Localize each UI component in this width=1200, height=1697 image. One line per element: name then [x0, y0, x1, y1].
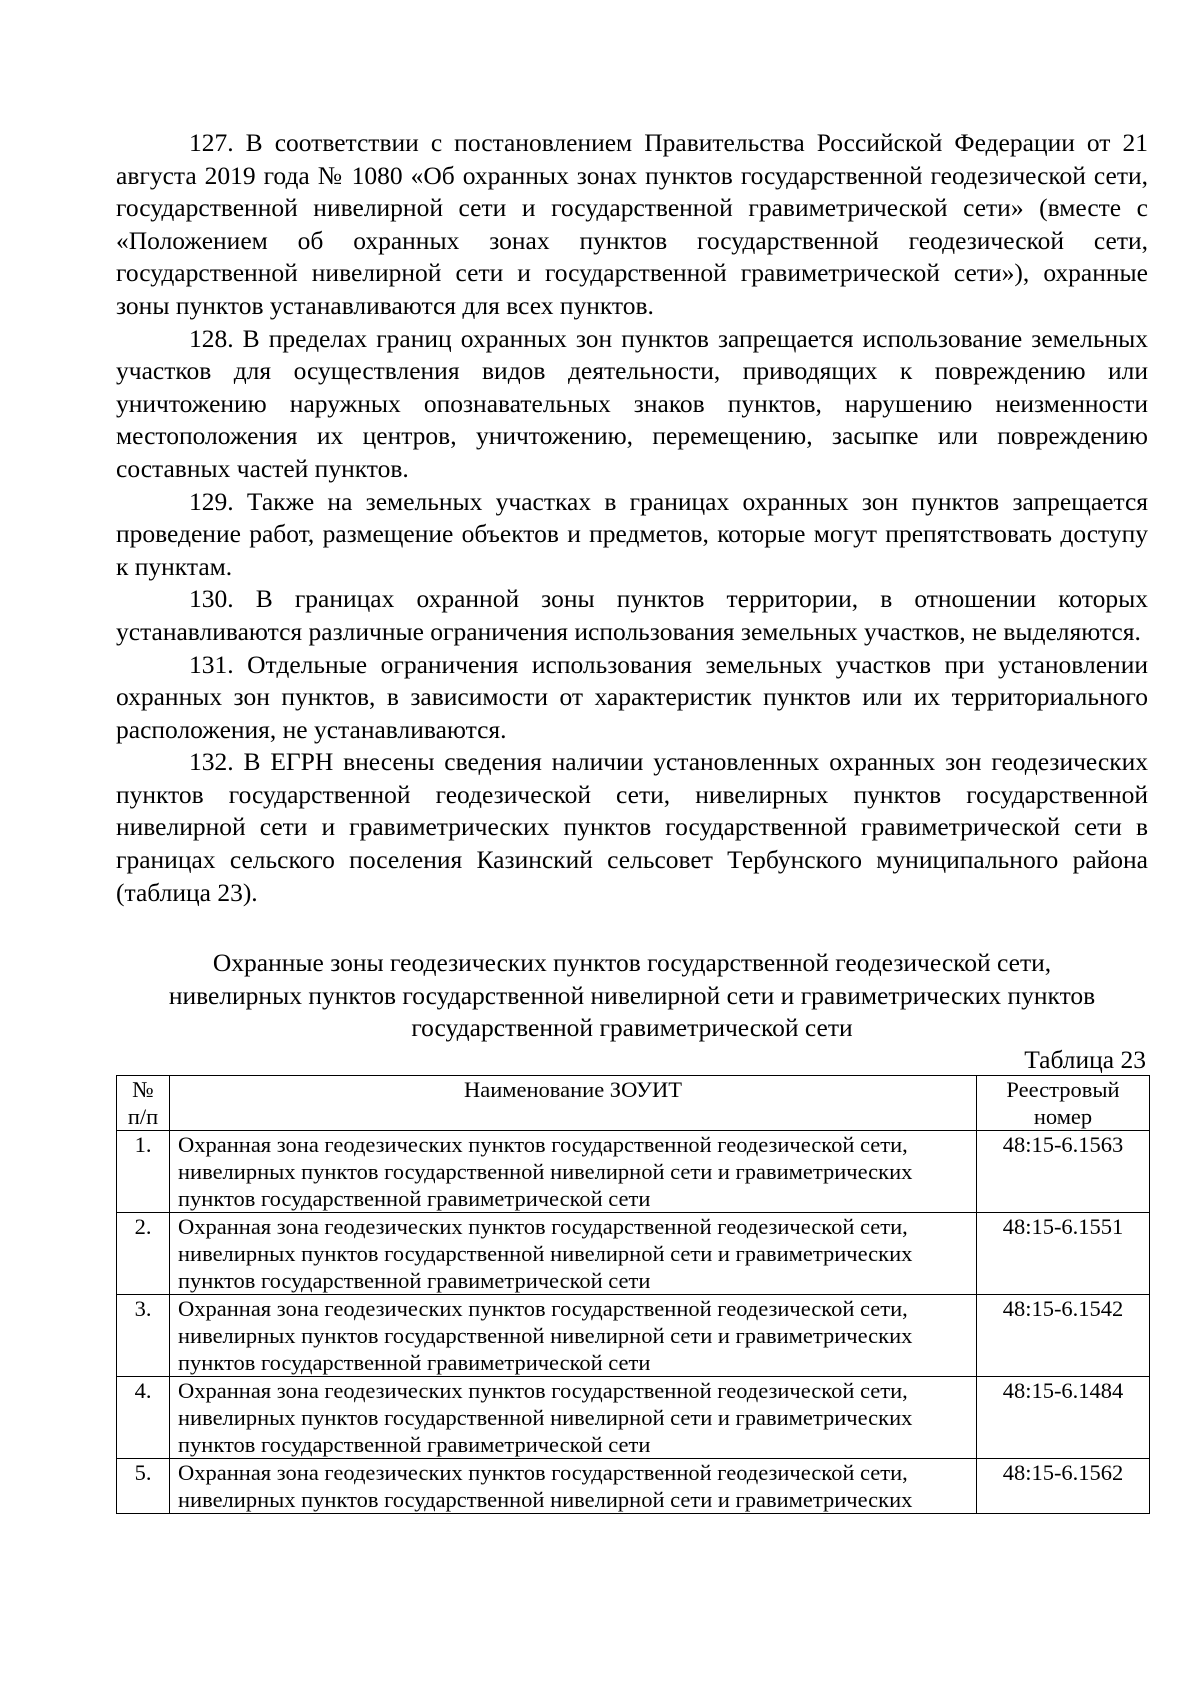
row-name: [170, 1131, 977, 1213]
row-name-line: Охранная зона геодезических пунктов государственной геодезической сети,: [178, 1132, 908, 1158]
row-registry-number: 48:15-6.1563: [977, 1131, 1150, 1213]
row-registry-number: 48:15-6.1542: [977, 1295, 1150, 1377]
table-header-row: [117, 1076, 1150, 1131]
row-name: [170, 1377, 977, 1459]
row-registry-number: 48:15-6.1562: [977, 1459, 1150, 1514]
row-registry-number: 48:15-6.1484: [977, 1377, 1150, 1459]
header-registry: [977, 1076, 1150, 1131]
row-number: 2.: [117, 1213, 170, 1295]
row-name-line: Охранная зона геодезических пунктов государственной геодезической сети,: [178, 1214, 908, 1240]
row-name: [170, 1295, 977, 1377]
table-title: [116, 947, 1148, 1045]
row-name-line: Охранная зона геодезических пунктов государственной геодезической сети,: [178, 1460, 908, 1486]
row-name-line: Охранная зона геодезических пунктов государственной геодезической сети,: [178, 1378, 908, 1404]
header-registry-line: Реестровый: [1006, 1077, 1120, 1103]
row-number: 5.: [117, 1459, 170, 1514]
row-name-line: нивелирных пунктов государственной нивелирной сети и гравиметрических: [178, 1487, 913, 1513]
header-num-line: п/п: [127, 1104, 159, 1130]
row-number: 1.: [117, 1131, 170, 1213]
row-name-line: пунктов государственной гравиметрической сети: [178, 1350, 651, 1376]
table-title-line: государственной гравиметрической сети: [411, 1013, 853, 1043]
paragraph-129: 129. Также на земельных участках в границах охранных зон пунктов запрещается проведение работ, размещение объектов и предметов, которые могут препятствовать доступу к пунктам.: [116, 486, 1148, 581]
header-num: [117, 1076, 170, 1131]
table-row: [117, 1295, 1150, 1377]
row-name-line: пунктов государственной гравиметрической сети: [178, 1432, 651, 1458]
header-registry-line: номер: [1033, 1104, 1093, 1130]
table-title-line: нивелирных пунктов государственной нивелирной сети и гравиметрических пунктов: [168, 980, 1096, 1010]
table-row: [117, 1377, 1150, 1459]
row-name-line: нивелирных пунктов государственной нивелирной сети и гравиметрических: [178, 1323, 913, 1349]
section-gap: [116, 909, 1148, 947]
zouit-table: [116, 1075, 1150, 1514]
row-registry-number: 48:15-6.1551: [977, 1213, 1150, 1295]
table-row: [117, 1213, 1150, 1295]
paragraph-131: 131. Отдельные ограничения использования земельных участков при установлении охранных зон пунктов, в зависимости от характеристик пунктов или их территориального расположения, не устанавливаются.: [116, 649, 1148, 744]
row-name: [170, 1459, 977, 1514]
paragraph-132: 132. В ЕГРН внесены сведения наличии установленных охранных зон геодезических пунктов государственной геодезической сети, нивелирных пунктов государственной нивелирной сети и гравиметрических пунктов государственной гравиметрической сети в границах сельского поселения Казинский сельсовет Тербунского муниципального района (таблица 23).: [116, 747, 1148, 907]
row-name-line: нивелирных пунктов государственной нивелирной сети и гравиметрических: [178, 1159, 913, 1185]
row-name-line: Охранная зона геодезических пунктов государственной геодезической сети,: [178, 1296, 908, 1322]
paragraph-128: 128. В пределах границ охранных зон пунктов запрещается использование земельных участков для осуществления видов деятельности, приводящих к повреждению или уничтожению наружных опознавательных знаков пунктов, нарушению неизменности местоположения их центров, уничтожению, перемещению, засыпке или повреждению составных частей пунктов.: [116, 323, 1148, 483]
row-name-line: пунктов государственной гравиметрической сети: [178, 1268, 651, 1294]
row-number: 4.: [117, 1377, 170, 1459]
header-num-line: №: [132, 1077, 154, 1103]
row-name-line: пунктов государственной гравиметрической сети: [178, 1186, 651, 1212]
row-name-line: нивелирных пунктов государственной нивелирной сети и гравиметрических: [178, 1241, 913, 1267]
header-name: Наименование ЗОУИТ: [170, 1076, 977, 1131]
page-content: [116, 127, 1148, 1514]
paragraph-127: 127. В соответствии с постановлением Правительства Российской Федерации от 21 августа 2019 года № 1080 «Об охранных зонах пунктов государственной геодезической сети, государственной нивелирной сети и государственной гравиметрической сети» (вместе с «Положением об охранных зонах пунктов государственной геодезической сети, государственной нивелирной сети и государственной гравиметрической сети»), охранные зоны пунктов устанавливаются для всех пунктов.: [116, 128, 1148, 320]
table-number: Таблица 23: [1024, 1045, 1146, 1075]
row-name: [170, 1213, 977, 1295]
row-name-line: нивелирных пунктов государственной нивелирной сети и гравиметрических: [178, 1405, 913, 1431]
table-row: [117, 1459, 1150, 1514]
paragraph-130: 130. В границах охранной зоны пунктов территории, в отношении которых устанавливаются различные ограничения использования земельных участков, не выделяются.: [116, 584, 1148, 646]
table-title-line: Охранные зоны геодезических пунктов государственной геодезической сети,: [212, 948, 1052, 978]
table-row: [117, 1131, 1150, 1213]
row-number: 3.: [117, 1295, 170, 1377]
